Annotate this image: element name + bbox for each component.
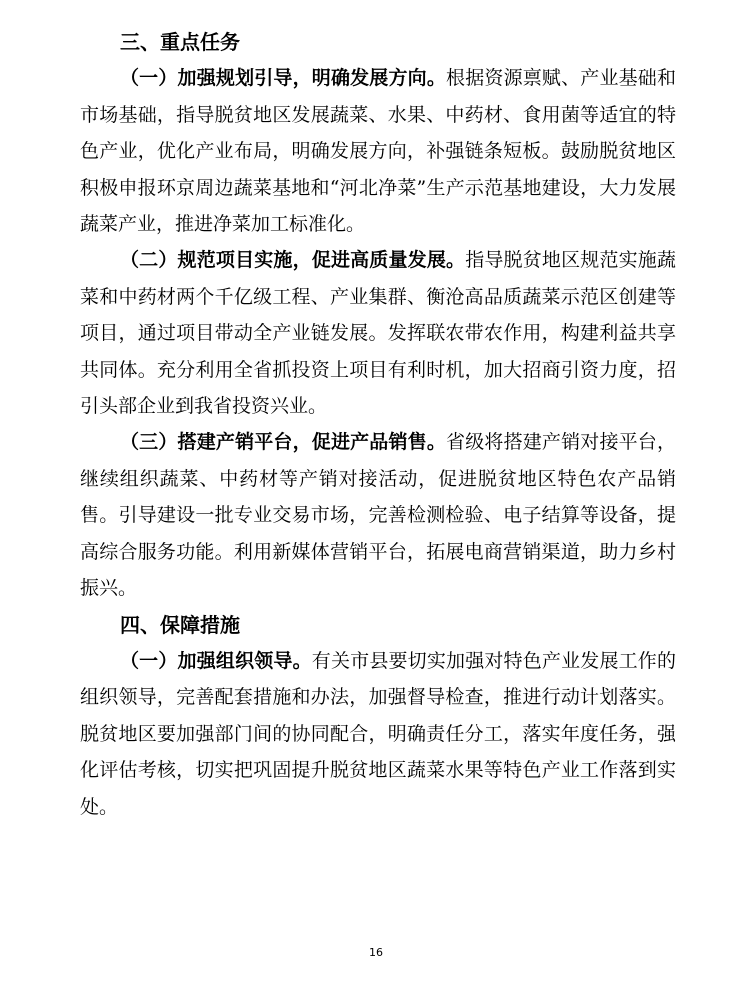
paragraph-lead: （一）加强组织领导。 [120,649,312,672]
paragraph-lead: （三）搭建产销平台，促进产品销售。 [120,431,447,454]
paragraph-sales-platform [80,424,676,606]
page-number: 16 [369,946,383,959]
paragraph-text: 指导脱贫地区规范实施蔬菜和中药材两个千亿级工程、产业集群、衡沧高品质蔬菜示范区创建等项目，通过项目带动全产业链发展。发挥联农带农作用，构建利益共享共同体。充分利用全省抓投资上项目有利时机，加大招商引资力度，招引头部企业到我省投资兴业。 [80,249,676,418]
paragraph-text: 省级将搭建产销对接平台，继续组织蔬菜、中药材等产销对接活动，促进脱贫地区特色农产品销售。引导建设一批专业交易市场，完善检测检验、电子结算等设备，提高综合服务功能。利用新媒体营销平台，拓展电商营销渠道，助力乡村振兴。 [80,431,676,600]
paragraph-text: 有关市县要切实加强对特色产业发展工作的组织领导，完善配套措施和办法，加强督导检查，推进行动计划落实。脱贫地区要加强部门间的协同配合，明确责任分工，落实年度任务，强化评估考核，切实把巩固提升脱贫地区蔬菜水果等特色产业工作落到实处。 [80,649,676,818]
paragraph-project-implementation [80,242,676,424]
paragraph-text: 根据资源禀赋、产业基础和市场基础，指导脱贫地区发展蔬菜、水果、中药材、食用菌等适宜的特色产业，优化产业布局，明确发展方向，补强链条短板。鼓励脱贫地区积极申报环京周边蔬菜基地和“河北净菜”生产示范基地建设，大力发展蔬菜产业，推进净菜加工标准化。 [80,67,676,236]
document-body [80,24,676,825]
paragraph-lead: （一）加强规划引导，明确发展方向。 [120,67,447,90]
paragraph-lead: （二）规范项目实施，促进高质量发展。 [120,249,466,272]
section-heading-safeguards: 四、保障措施 [120,612,240,637]
paragraph-planning-guidance [80,60,676,242]
paragraph-organizational-leadership [80,643,676,825]
section-heading-key-tasks: 三、重点任务 [120,30,240,54]
